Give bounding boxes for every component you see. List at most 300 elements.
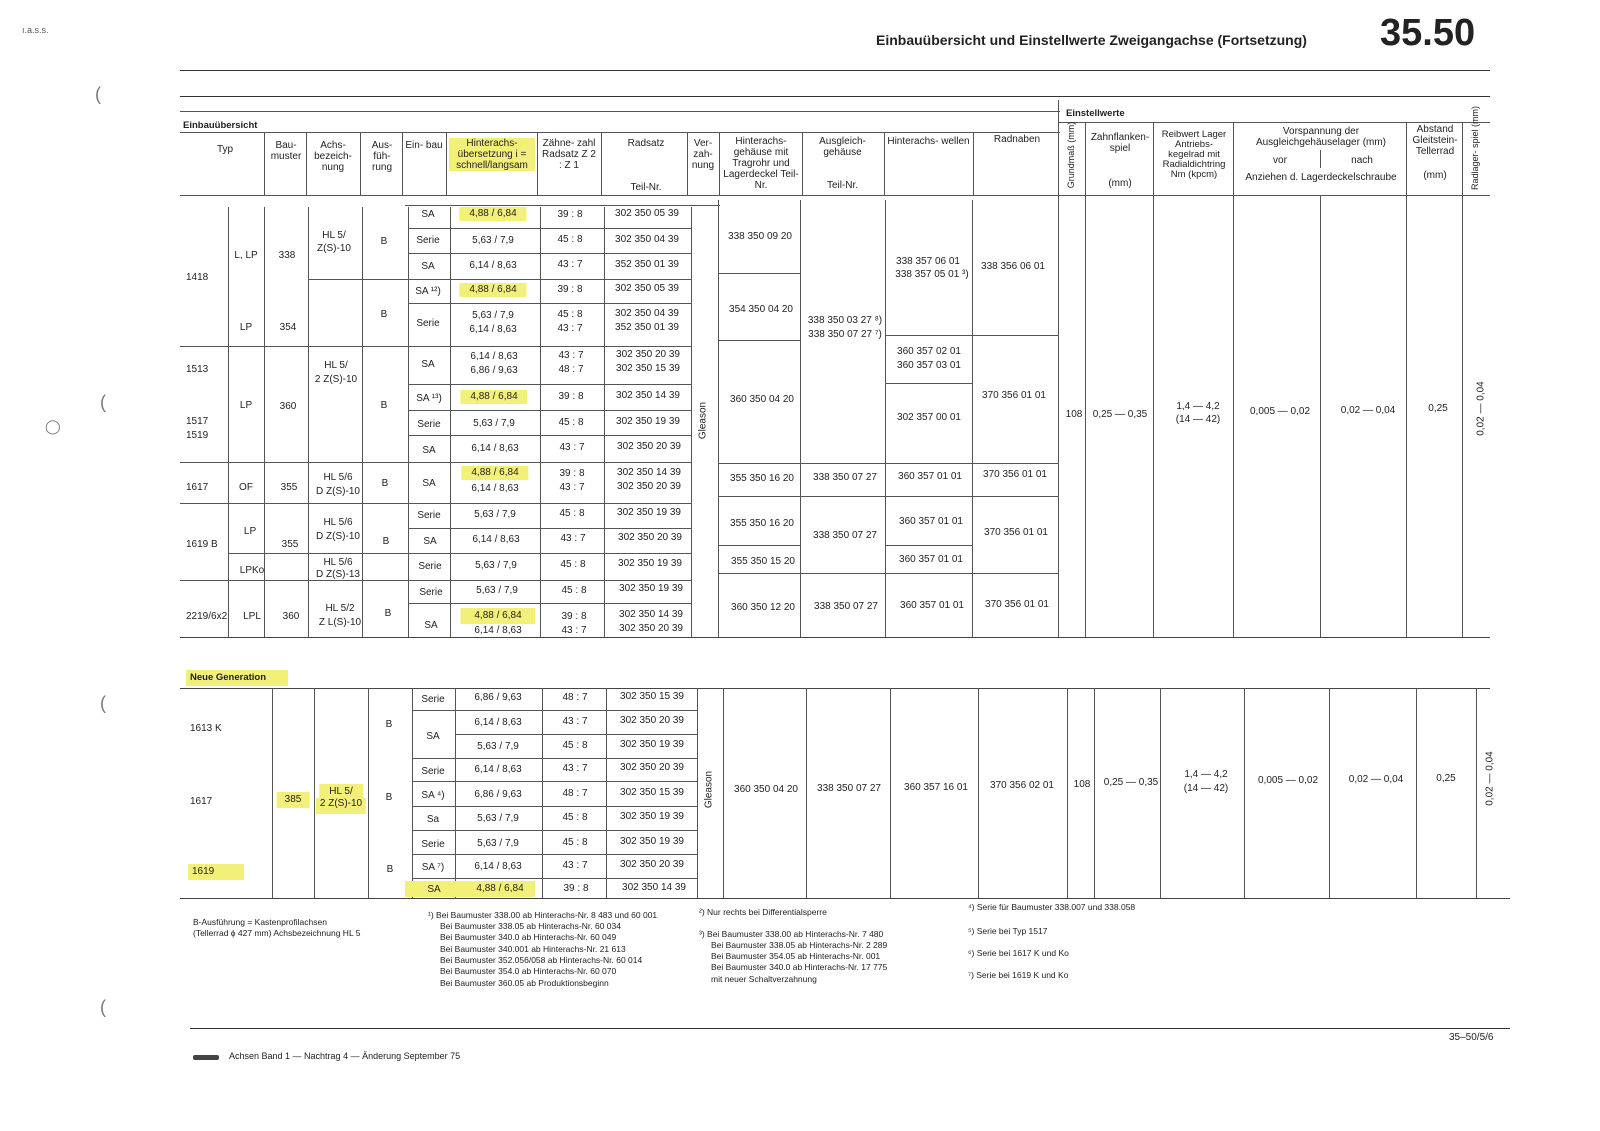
rule — [691, 207, 692, 637]
einbau-cell: SA — [427, 884, 441, 895]
radlager-cell: 0,02 — 0,04 — [1484, 751, 1496, 806]
baumuster-cell: 355 — [280, 482, 298, 493]
radsatz-cell: 302 350 19 39 — [619, 583, 683, 594]
ausf-cell: B — [386, 864, 394, 875]
gehaeuse-cell: 355 350 15 20 — [731, 556, 795, 567]
zaehne-cell: 45 : 8 — [559, 508, 585, 519]
rule — [180, 462, 691, 463]
achsbez-cell: D Z(S)-10 — [316, 486, 360, 497]
typ-cell: 1613 K — [190, 723, 222, 734]
wellen-cell: 338 357 06 01 — [896, 256, 960, 267]
rule — [412, 781, 697, 782]
zaehne-cell: 45 : 8 — [562, 812, 588, 823]
radsatz-cell: 302 350 15 39 — [616, 363, 680, 374]
footer-rule — [190, 1028, 1510, 1029]
footnote-line: Bei Baumuster 338.05 ab Hinterachs-Nr. 60 034 — [440, 921, 621, 931]
rule — [537, 132, 538, 195]
footnote-line: Bei Baumuster 340.0 ab Hinterachs-Nr. 17 775 — [711, 962, 888, 972]
rule — [800, 200, 801, 637]
reibwert-cell: 1,4 — 4,2 — [1176, 401, 1220, 412]
gehaeuse-cell: 355 350 16 20 — [730, 518, 794, 529]
col-ausfuehrung: Aus- füh- rung — [371, 140, 393, 173]
einbau-cell: SA — [424, 620, 438, 631]
reibwert-cell: (14 — 42) — [1175, 414, 1221, 425]
rule — [408, 528, 691, 529]
rule — [1094, 688, 1095, 898]
uebersetzung-cell: 6,86 / 9,63 — [474, 692, 522, 703]
header-rule — [180, 96, 1490, 97]
rule — [718, 496, 1058, 497]
einbau-cell: SA ¹²) — [415, 286, 441, 297]
uebersetzung-cell: 4,88 / 6,84 — [460, 608, 535, 624]
abstand-cell: 0,25 — [1428, 403, 1448, 414]
binder-hole-mark: ( — [95, 84, 101, 104]
col-verzahnung: Ver- zah- nung — [691, 138, 715, 171]
zaehne-cell: 43 : 7 — [559, 482, 585, 493]
vor-cell: 0,005 — 0,02 — [1257, 775, 1319, 786]
typ-cell: 1513 — [186, 364, 209, 375]
footnote-line: ⁷) Serie bei 1619 K und Ko — [968, 970, 1069, 980]
grundmass-cell: 108 — [1065, 409, 1083, 420]
rule — [408, 228, 691, 229]
rule — [308, 207, 309, 637]
einbau-cell: Sa — [426, 814, 440, 825]
zaehne-cell: 45 : 8 — [558, 417, 584, 428]
section-neue-generation: Neue Generation — [186, 670, 288, 686]
uebersetzung-cell: 6,14 / 8,63 — [469, 260, 517, 271]
gehaeuse-cell: 360 350 04 20 — [730, 394, 794, 405]
einbau-cell: Serie — [416, 235, 440, 246]
rule — [1233, 195, 1234, 637]
rule — [408, 603, 691, 604]
section-einstell: Einstellwerte — [1066, 108, 1125, 119]
rule — [412, 806, 697, 807]
footnote-line: Bei Baumuster 354.0 ab Hinterachs-Nr. 60 070 — [440, 966, 617, 976]
rule — [1058, 195, 1059, 637]
uebersetzung-cell: 5,63 / 7,9 — [476, 585, 518, 596]
zaehne-cell: 39 : 8 — [561, 611, 587, 622]
header-bottom-rule — [180, 195, 1490, 196]
typ-cell: 1418 — [186, 272, 209, 283]
rule — [718, 463, 1058, 464]
uebersetzung-cell: 6,14 / 8,63 — [469, 324, 517, 335]
radsatz-cell: 302 350 14 39 — [619, 609, 683, 620]
radsatz-cell: 302 350 20 39 — [618, 532, 682, 543]
zaehne-cell: 43 : 7 — [559, 442, 585, 453]
radsatz-cell: 302 350 19 39 — [618, 558, 682, 569]
zaehne-cell: 43 : 7 — [561, 625, 587, 636]
rule — [718, 200, 719, 637]
publisher-logo — [193, 1051, 219, 1063]
verzahnung-cell: Gleason — [697, 401, 709, 440]
einbau-cell: SA ⁷) — [421, 862, 445, 873]
rule — [1153, 122, 1154, 195]
rule — [1462, 122, 1463, 195]
rule — [180, 503, 691, 504]
einbau-cell: SA — [421, 359, 435, 370]
rule — [802, 132, 803, 195]
col-uebersetzung: Hinterachs- übersetzung i = schnell/langsam — [449, 138, 535, 171]
radnaben-cell: 338 356 06 01 — [981, 261, 1045, 272]
uebersetzung-cell: 5,63 / 7,9 — [474, 509, 516, 520]
uebersetzung-cell: 6,86 / 9,63 — [474, 789, 522, 800]
uebersetzung-cell: 4,88 / 6,84 — [459, 207, 526, 221]
binder-hole-mark: ( — [100, 693, 106, 713]
uebersetzung-cell: 6,14 / 8,63 — [471, 443, 519, 454]
rule — [1462, 195, 1463, 637]
col-achsbez: Achs- bezeich- nung — [314, 140, 352, 173]
binder-hole-mark: ( — [100, 997, 106, 1017]
rule — [1067, 688, 1068, 898]
variant-cell: OF — [239, 482, 253, 493]
baumuster-cell: 355 — [281, 539, 299, 550]
rule — [1085, 122, 1086, 195]
wellen-cell: 360 357 02 01 — [897, 346, 961, 357]
col-grundmass: Grundmaß (mm) — [1066, 121, 1076, 189]
achsbez-cell: 2 Z(S)-10 — [316, 798, 366, 814]
ausf-cell: B — [384, 608, 392, 619]
rule — [408, 207, 409, 637]
einbau-cell: Serie — [416, 318, 440, 329]
rule — [450, 207, 451, 637]
typ-cell: 1519 — [186, 430, 209, 441]
rule — [540, 207, 541, 637]
col-anziehen: Anziehen d. Lagerdeckelschraube — [1245, 172, 1397, 183]
page-title: Einbauübersicht und Einstellwerte Zweigangachse (Fortsetzung) — [876, 32, 1307, 48]
grundmass-cell: 108 — [1073, 779, 1091, 790]
rule — [362, 207, 363, 637]
baumuster-cell: 360 — [279, 401, 297, 412]
header-rule — [180, 70, 1490, 71]
zaehne-cell: 48 : 7 — [562, 692, 588, 703]
col-zaehnezahl: Zähne- zahl Radsatz Z 2 : Z 1 — [542, 138, 596, 171]
rule — [1476, 688, 1477, 898]
einbau-cell: Serie — [421, 694, 445, 705]
footnote-line: Bei Baumuster 340.0 ab Hinterachs-Nr. 60 049 — [440, 932, 617, 942]
footnote-line: ⁶) Serie bei 1617 K und Ko — [968, 948, 1069, 958]
zaehne-cell: 43 : 7 — [558, 350, 584, 361]
footnote-line: Bei Baumuster 340.001 ab Hinterachs-Nr. 21 613 — [440, 944, 626, 954]
einbau-cell: Serie — [417, 419, 441, 430]
baumuster-cell: 385 — [277, 792, 310, 808]
ausf-cell: B — [380, 400, 388, 411]
uebersetzung-cell: 5,63 / 7,9 — [477, 838, 519, 849]
ausf-cell: B — [385, 792, 393, 803]
baumuster-cell: 360 — [282, 611, 300, 622]
uebersetzung-cell: 6,14 / 8,63 — [474, 625, 522, 636]
rule — [412, 688, 413, 898]
einbau-cell: SA ⁴) — [421, 790, 445, 801]
col-radsatz-teil: Teil-Nr. — [630, 182, 662, 193]
variant-cell: LPKo — [239, 565, 265, 576]
rule — [1320, 150, 1321, 168]
radsatz-cell: 302 350 20 39 — [616, 349, 680, 360]
footnote-line: Bei Baumuster 338.05 ab Hinterachs-Nr. 2 289 — [711, 940, 888, 950]
zaehne-cell: 48 : 7 — [558, 364, 584, 375]
uebersetzung-cell: 5,63 / 7,9 — [473, 418, 515, 429]
rule — [408, 253, 691, 254]
einbau-cell: Serie — [418, 561, 442, 572]
col-typ: Typ — [216, 144, 234, 155]
rule — [1406, 195, 1407, 637]
rule — [455, 734, 697, 735]
rule — [806, 688, 807, 898]
radsatz-cell: 302 350 20 39 — [620, 715, 684, 726]
zahnflanken-cell: 0,25 — 0,35 — [1103, 777, 1159, 788]
typ-cell: 1517 — [186, 416, 209, 427]
ausgleich-cell: 338 350 07 27 — [817, 783, 881, 794]
rule — [408, 303, 691, 304]
radsatz-cell: 302 350 15 39 — [620, 691, 684, 702]
radsatz-cell: 352 350 01 39 — [615, 322, 679, 333]
rule — [723, 688, 724, 898]
rule — [978, 688, 979, 898]
rule — [180, 637, 1490, 638]
col-reibwert: Reibwert Lager Antriebs- kegelrad mit Radialdichtring Nm (kpcm) — [1161, 129, 1227, 180]
wellen-cell: 360 357 03 01 — [897, 360, 961, 371]
uebersetzung-cell: 6,14 / 8,63 — [471, 483, 519, 494]
radsatz-cell: 302 350 15 39 — [620, 787, 684, 798]
gehaeuse-cell: 354 350 04 20 — [729, 304, 793, 315]
zahnflanken-cell: 0,25 — 0,35 — [1092, 409, 1148, 420]
zaehne-cell: 45 : 8 — [560, 559, 586, 570]
einbau-cell: SA — [423, 536, 437, 547]
col-vor: vor — [1273, 155, 1287, 166]
achsbez-cell: D Z(S)-13 — [316, 569, 360, 580]
wellen-cell: 302 357 00 01 — [897, 412, 961, 423]
rule — [719, 132, 720, 195]
ausf-cell: B — [382, 536, 390, 547]
einbau-cell: SA — [426, 731, 440, 742]
variant-cell: LP — [239, 322, 253, 333]
typ-cell: 1617 — [190, 796, 213, 807]
ausgleich-cell: 338 350 07 27 — [814, 601, 878, 612]
rule — [368, 688, 369, 898]
col-radlager: Radlager- spiel (mm) — [1470, 105, 1480, 190]
col-einbau: Ein- bau — [405, 140, 443, 151]
rule — [885, 545, 972, 546]
zaehne-cell: 39 : 8 — [557, 284, 583, 295]
zaehne-cell: 43 : 7 — [557, 323, 583, 334]
variant-cell: LP — [239, 400, 253, 411]
reibwert-cell: 1,4 — 4,2 — [1184, 769, 1228, 780]
zaehne-cell: 43 : 7 — [557, 259, 583, 270]
rule — [228, 553, 691, 554]
einbau-cell: Serie — [417, 510, 441, 521]
rule — [601, 132, 602, 195]
rule — [1085, 195, 1086, 637]
col-ausgleich-teil: Teil-Nr. — [826, 180, 859, 191]
achsbez-cell: HL 5/ — [324, 360, 348, 371]
einbau-cell: Serie — [419, 587, 443, 598]
zaehne-cell: 45 : 8 — [562, 740, 588, 751]
radsatz-cell: 302 350 20 39 — [617, 441, 681, 452]
ausf-cell: B — [385, 719, 393, 730]
rule — [408, 435, 691, 436]
footnote-line: Bei Baumuster 360.05 ab Produktionsbeginn — [440, 978, 609, 988]
rule — [718, 573, 1058, 574]
wellen-cell: 360 357 01 01 — [900, 600, 964, 611]
uebersetzung-cell: 6,14 / 8,63 — [470, 351, 518, 362]
typ-cell: 1619 B — [186, 539, 218, 550]
radsatz-cell: 302 350 20 39 — [617, 481, 681, 492]
typ-cell: 1619 — [188, 864, 244, 880]
einbau-cell: Serie — [421, 839, 445, 850]
achsbez-cell: HL 5/2 — [325, 603, 355, 614]
zaehne-cell: 45 : 8 — [557, 234, 583, 245]
abstand-cell: 0,25 — [1436, 773, 1456, 784]
ausf-cell: B — [380, 309, 388, 320]
rule — [408, 410, 691, 411]
rule — [272, 688, 273, 898]
rule — [1244, 688, 1245, 898]
achsbez-cell: HL 5/ — [322, 230, 346, 241]
rule — [718, 273, 800, 274]
radsatz-cell: 302 350 05 39 — [615, 208, 679, 219]
col-radsatz: Radsatz — [627, 138, 665, 149]
footnote-line: ²) Nur rechts bei Differentialsperre — [699, 907, 827, 917]
vor-cell: 0,005 — 0,02 — [1249, 406, 1311, 417]
rule — [687, 132, 688, 195]
rule — [890, 688, 891, 898]
ausgleich-cell: 338 350 03 27 ⁸) — [807, 315, 883, 326]
rule — [314, 688, 315, 898]
radnaben-cell: 370 356 01 01 — [984, 527, 1048, 538]
col-zahnflanken: Zahnflanken- spiel — [1090, 132, 1150, 154]
rule — [408, 384, 691, 385]
zaehne-cell: 48 : 7 — [562, 788, 588, 799]
footnote-line: mit neuer Schaltverzahnung — [711, 974, 817, 984]
footnote-line: B-Ausführung = Kastenprofilachsen — [193, 917, 327, 927]
rule — [1329, 688, 1330, 898]
corner-scribble: ı.a.s.s. — [22, 25, 49, 35]
uebersetzung-cell: 4,88 / 6,84 — [459, 283, 526, 297]
radsatz-cell: 302 350 14 39 — [622, 882, 686, 893]
achsbez-cell: HL 5/ — [319, 784, 363, 798]
rule — [885, 200, 886, 637]
radnaben-cell: 370 356 01 01 — [985, 599, 1049, 610]
section-einbau: Einbauübersicht — [183, 120, 258, 131]
radsatz-cell: 302 350 05 39 — [615, 283, 679, 294]
radsatz-cell: 302 350 19 39 — [616, 416, 680, 427]
gehaeuse-cell: 360 350 04 20 — [734, 784, 798, 795]
rule — [405, 205, 720, 206]
rule — [180, 346, 691, 347]
rule — [402, 132, 403, 195]
uebersetzung-cell: 6,14 / 8,63 — [474, 861, 522, 872]
rule — [412, 878, 697, 879]
radsatz-cell: 302 350 19 39 — [620, 739, 684, 750]
rule — [180, 898, 1510, 899]
rule — [412, 758, 697, 759]
rule — [604, 207, 605, 637]
rule — [1153, 195, 1154, 637]
rule — [180, 688, 1490, 689]
uebersetzung-cell: 6,14 / 8,63 — [474, 717, 522, 728]
col-abstand-unit: (mm) — [1423, 170, 1447, 181]
rule — [180, 132, 1060, 133]
baumuster-cell: 354 — [279, 322, 297, 333]
col-abstand: Abstand Gleitstein- Tellerrad — [1412, 124, 1458, 157]
radsatz-cell: 302 350 19 39 — [620, 811, 684, 822]
variant-cell: LP — [243, 526, 257, 537]
zaehne-cell: 45 : 8 — [557, 309, 583, 320]
rule — [884, 132, 885, 195]
variant-cell: L, LP — [234, 250, 258, 261]
radnaben-cell: 370 356 01 01 — [982, 390, 1046, 401]
col-gehaeuse: Hinterachs- gehäuse mit Tragrohr und Lagerdeckel Teil-Nr. — [723, 136, 799, 191]
rule — [455, 688, 456, 898]
typ-cell: 2219/6x2 — [186, 611, 228, 622]
gehaeuse-cell: 355 350 16 20 — [730, 473, 794, 484]
page-code: 35–50/5/6 — [1449, 1032, 1494, 1043]
zaehne-cell: 39 : 8 — [558, 391, 584, 402]
rule — [697, 688, 698, 898]
zaehne-cell: 45 : 8 — [561, 585, 587, 596]
radsatz-cell: 302 350 04 39 — [615, 308, 679, 319]
radnaben-cell: 370 356 01 01 — [983, 469, 1047, 480]
radsatz-cell: 302 350 14 39 — [617, 467, 681, 478]
wellen-cell: 360 357 01 01 — [898, 471, 962, 482]
radsatz-cell: 302 350 20 39 — [619, 623, 683, 634]
footnote-line: Bei Baumuster 354.05 ab Hinterachs-Nr. 001 — [711, 951, 881, 961]
variant-cell: LPL — [243, 611, 261, 622]
typ-cell: 1617 — [186, 482, 209, 493]
einbau-cell: Serie — [421, 766, 445, 777]
rule — [1233, 122, 1234, 195]
ausf-cell: B — [381, 478, 389, 489]
radsatz-cell: 302 350 04 39 — [615, 234, 679, 245]
binder-hole-mark: ( — [100, 392, 106, 412]
rule — [885, 383, 972, 384]
baumuster-cell: 338 — [278, 250, 296, 261]
uebersetzung-cell: 4,88 / 6,84 — [460, 390, 527, 404]
binder-hole-mark: ◯ — [45, 418, 61, 434]
achsbez-cell: 2 Z(S)-10 — [314, 374, 358, 385]
col-vorspannung: Vorspannung der Ausgleichgehäuselager (mm) — [1255, 126, 1387, 148]
uebersetzung-cell: 6,14 / 8,63 — [472, 534, 520, 545]
rule — [412, 854, 697, 855]
uebersetzung-cell: 6,14 / 8,63 — [474, 764, 522, 775]
rule — [180, 111, 1060, 112]
uebersetzung-cell: 5,63 / 7,9 — [472, 235, 514, 246]
zaehne-cell: 43 : 7 — [560, 533, 586, 544]
footnote-line: (Tellerrad ϕ 427 mm) Achsbezeichnung HL 5 — [193, 928, 361, 938]
nach-cell: 0,02 — 0,04 — [1340, 405, 1396, 416]
uebersetzung-cell: 5,63 / 7,9 — [472, 310, 514, 321]
achsbez-cell: D Z(S)-10 — [316, 531, 360, 542]
col-radnaben: Radnaben — [993, 134, 1041, 145]
ausgleich-cell: 338 350 07 27 — [813, 530, 877, 541]
verzahnung-cell: Gleason — [703, 770, 715, 809]
col-wellen: Hinterachs- wellen — [887, 136, 970, 147]
radsatz-cell: 302 350 20 39 — [620, 859, 684, 870]
rule — [360, 132, 361, 195]
rule — [264, 132, 265, 195]
wellen-cell: 360 357 01 01 — [899, 554, 963, 565]
einbau-cell: SA — [421, 209, 435, 220]
rule — [1160, 688, 1161, 898]
achsbez-cell: Z(S)-10 — [317, 243, 351, 254]
ausf-cell: B — [380, 236, 388, 247]
rule — [1416, 688, 1417, 898]
ausgleich-cell: 338 350 07 27 ⁷) — [808, 329, 882, 340]
radnaben-cell: 370 356 02 01 — [990, 780, 1054, 791]
zaehne-cell: 43 : 7 — [562, 763, 588, 774]
col-nach: nach — [1351, 155, 1373, 166]
rule — [228, 207, 229, 637]
rule — [1058, 100, 1059, 195]
